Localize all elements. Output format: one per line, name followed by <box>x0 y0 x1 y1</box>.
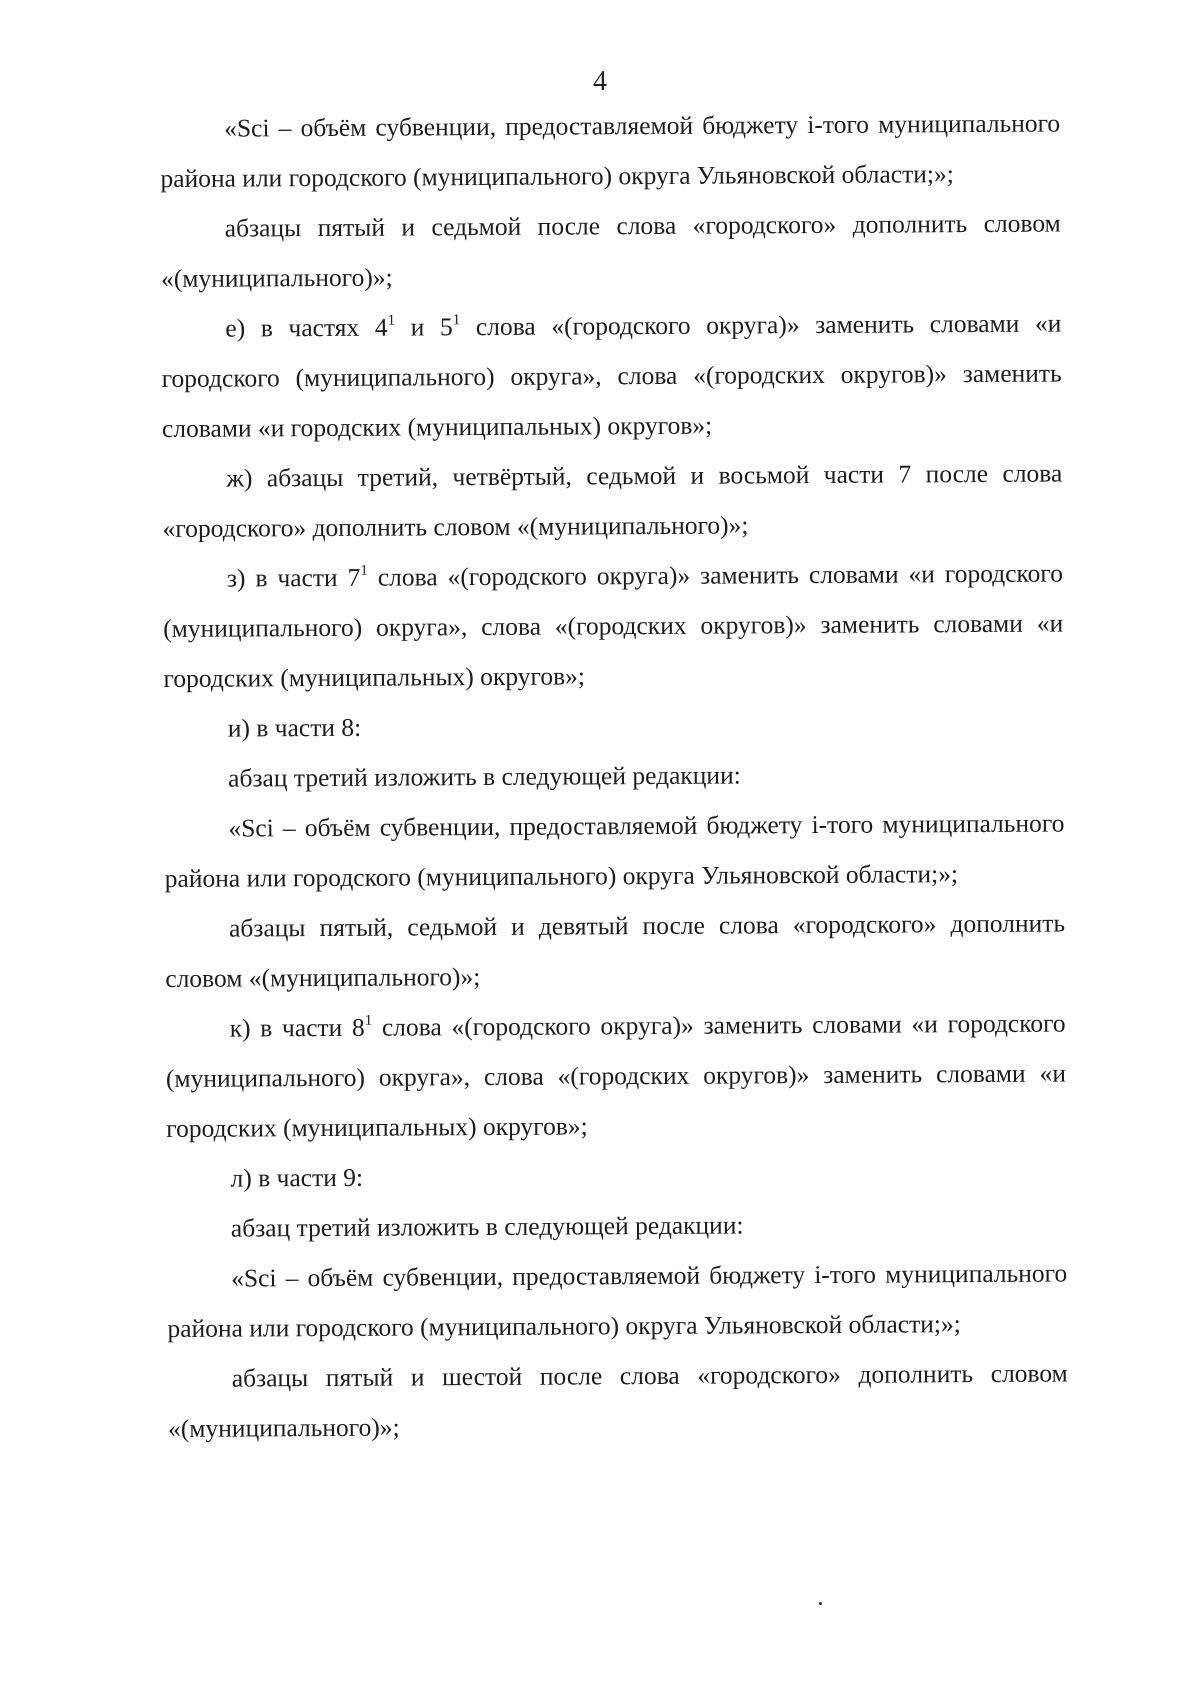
paragraph-item-zh: ж) абзацы третий, четвёртый, седьмой и восьмой части 7 после слова «городского» дополнить словом «(муниципального)»; <box>162 458 1063 543</box>
page-number: 4 <box>593 66 607 97</box>
paragraph-sci-definition-3: «Sci – объём субвенции, предоставляемой бюджету i-того муниципального района или городского (муниципального) округа Ульяновской области;»; <box>167 1258 1068 1343</box>
scan-speck <box>819 1602 822 1605</box>
paragraph-sci-definition-2: «Sci – объём субвенции, предоставляемой бюджету i-того муниципального района или городского (муниципального) округа Ульяновской области;»; <box>164 808 1065 893</box>
item-e-superscript-1: 1 <box>387 312 396 329</box>
item-e-superscript-2: 1 <box>452 311 461 328</box>
paragraph-abzatsy-5-7-9: абзацы пятый, седьмой и девятый после слова «городского» дополнить словом «(муниципального)»; <box>165 908 1066 993</box>
paragraph-item-l: л) в части 9: <box>230 1162 364 1193</box>
item-z-superscript: 1 <box>360 562 368 579</box>
item-z-text-end: слова «(городского округа)» заменить словами «и городского (муниципального) округа», слова «(городских округов)» заменить словами «и городских (муниципальных) округов»; <box>163 558 1064 693</box>
paragraph-abzatsy-5-6: абзацы пятый и шестой после слова «городского» дополнить словом «(муниципального)»; <box>168 1358 1068 1443</box>
item-e-text-start: е) в частях 4 <box>225 312 388 343</box>
paragraph-item-z <box>163 548 1064 703</box>
paragraph-sci-definition-1: «Sci – объём субвенции, предоставляемой бюджету i-того муниципального района или городского (муниципального) округа Ульяновской области;»; <box>160 108 1061 193</box>
paragraph-item-k <box>165 998 1066 1153</box>
item-k-text-end: слова «(городского округа)» заменить словами «и городского (муниципального) округа», слова «(городских округов)» заменить словами «и городских (муниципальных) округов»; <box>165 1008 1067 1143</box>
paragraph-item-i: и) в части 8: <box>227 712 362 743</box>
item-k-text-start: к) в части 8 <box>229 1012 365 1043</box>
document-body <box>160 99 1068 1454</box>
item-e-text-end: слова «(городского округа)» заменить словами «и городского (муниципального) округа», слова «(городских округов)» заменить словами «и городских (муниципальных) округов»; <box>161 308 1062 443</box>
item-e-text-mid: и 5 <box>395 312 453 342</box>
item-k-superscript: 1 <box>364 1012 373 1029</box>
paragraph-abzats-3-part-9: абзац третий изложить в следующей редакции: <box>230 1210 744 1243</box>
paragraph-abzats-3-part-8: абзац третий изложить в следующей редакции: <box>228 760 741 793</box>
paragraph-abzatsy-5-7: абзацы пятый и седьмой после слова «городского» дополнить словом «(муниципального)»; <box>160 208 1061 293</box>
item-z-text-start: з) в части 7 <box>226 562 361 593</box>
paragraph-item-e <box>161 298 1062 453</box>
